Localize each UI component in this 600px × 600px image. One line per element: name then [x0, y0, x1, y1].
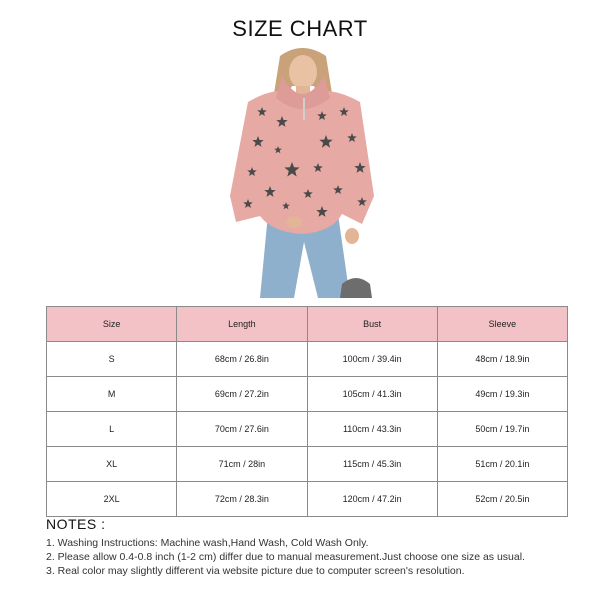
product-photo [222, 46, 382, 298]
note-measurement: 2. Please allow 0.4-0.8 inch (1-2 cm) differ due to manual measurement.Just choose one size as usual. [46, 551, 525, 563]
model-face [289, 55, 317, 89]
sleeve-cell: 52cm / 20.5in [437, 482, 567, 517]
bust-cell: 120cm / 47.2in [307, 482, 437, 517]
bust-cell: 115cm / 45.3in [307, 447, 437, 482]
model-hand [345, 228, 359, 244]
bust-cell: 105cm / 41.3in [307, 377, 437, 412]
length-cell: 69cm / 27.2in [177, 377, 307, 412]
bust-cell: 110cm / 43.3in [307, 412, 437, 447]
table-row [47, 482, 568, 517]
header-length: Length [177, 307, 307, 342]
sleeve-cell: 50cm / 19.7in [437, 412, 567, 447]
header-bust: Bust [307, 307, 437, 342]
note-washing: 1. Washing Instructions: Machine wash,Hand Wash, Cold Wash Only. [46, 537, 369, 549]
table-row [47, 412, 568, 447]
table-row [47, 447, 568, 482]
note-color: 3. Real color may slightly different via website picture due to computer screen's resolution. [46, 565, 465, 577]
sleeve-cell: 48cm / 18.9in [437, 342, 567, 377]
size-cell: 2XL [47, 482, 177, 517]
size-cell: L [47, 412, 177, 447]
header-sleeve: Sleeve [437, 307, 567, 342]
table-row [47, 342, 568, 377]
bust-cell: 100cm / 39.4in [307, 342, 437, 377]
length-cell: 70cm / 27.6in [177, 412, 307, 447]
header-size: Size [47, 307, 177, 342]
table-row [47, 377, 568, 412]
sleeve-cell: 49cm / 19.3in [437, 377, 567, 412]
length-cell: 71cm / 28in [177, 447, 307, 482]
table-header-row [47, 307, 568, 342]
size-cell: S [47, 342, 177, 377]
size-chart-table [46, 306, 568, 517]
sweatshirt [230, 91, 374, 234]
length-cell: 72cm / 28.3in [177, 482, 307, 517]
size-cell: XL [47, 447, 177, 482]
sleeve-cell: 51cm / 20.1in [437, 447, 567, 482]
size-cell: M [47, 377, 177, 412]
notes-section [46, 516, 586, 578]
length-cell: 68cm / 26.8in [177, 342, 307, 377]
page-title: SIZE CHART [232, 16, 368, 41]
notes-heading: NOTES : [46, 516, 106, 532]
model-hand [286, 216, 302, 228]
